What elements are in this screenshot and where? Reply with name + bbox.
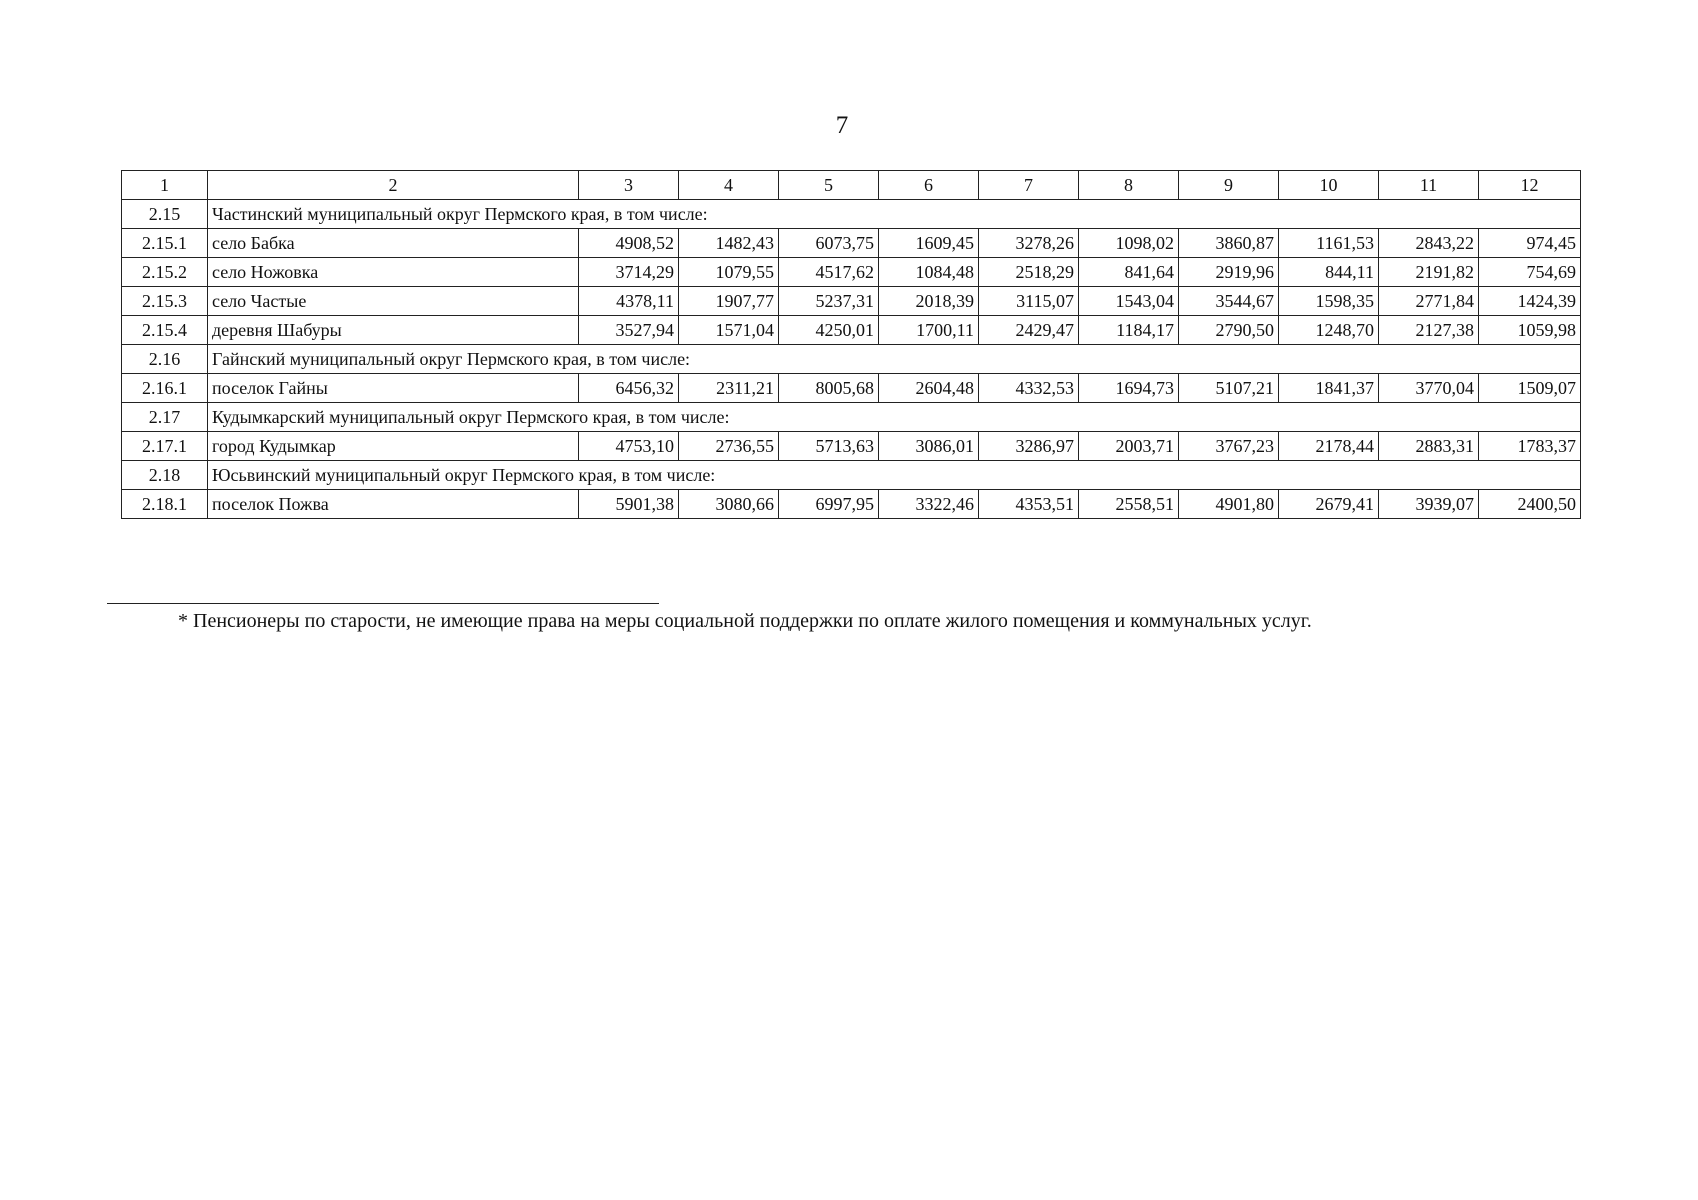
value-cell: 3278,26 bbox=[979, 229, 1079, 258]
row-code: 2.15.2 bbox=[122, 258, 208, 287]
header-cell: 7 bbox=[979, 171, 1079, 200]
value-cell: 1700,11 bbox=[879, 316, 979, 345]
header-cell: 8 bbox=[1079, 171, 1179, 200]
group-name: Частинский муниципальный округ Пермского края, в том числе: bbox=[208, 200, 1581, 229]
value-cell: 1841,37 bbox=[1279, 374, 1379, 403]
value-cell: 4753,10 bbox=[579, 432, 679, 461]
settlement-name: село Бабка bbox=[208, 229, 579, 258]
header-cell: 9 bbox=[1179, 171, 1279, 200]
settlement-name: деревня Шабуры bbox=[208, 316, 579, 345]
value-cell: 1059,98 bbox=[1479, 316, 1581, 345]
value-cell: 3767,23 bbox=[1179, 432, 1279, 461]
settlement-name: поселок Гайны bbox=[208, 374, 579, 403]
value-cell: 2003,71 bbox=[1079, 432, 1179, 461]
row-code: 2.15 bbox=[122, 200, 208, 229]
value-cell: 4353,51 bbox=[979, 490, 1079, 519]
page-number: 7 bbox=[835, 112, 849, 139]
value-cell: 1079,55 bbox=[679, 258, 779, 287]
value-cell: 1694,73 bbox=[1079, 374, 1179, 403]
value-cell: 2518,29 bbox=[979, 258, 1079, 287]
value-cell: 3770,04 bbox=[1379, 374, 1479, 403]
value-cell: 4250,01 bbox=[779, 316, 879, 345]
footnote-divider bbox=[107, 603, 659, 604]
value-cell: 2191,82 bbox=[1379, 258, 1479, 287]
value-cell: 3322,46 bbox=[879, 490, 979, 519]
value-cell: 3714,29 bbox=[579, 258, 679, 287]
value-cell: 1084,48 bbox=[879, 258, 979, 287]
value-cell: 3286,97 bbox=[979, 432, 1079, 461]
value-cell: 3860,87 bbox=[1179, 229, 1279, 258]
value-cell: 3527,94 bbox=[579, 316, 679, 345]
value-cell: 1184,17 bbox=[1079, 316, 1179, 345]
value-cell: 2790,50 bbox=[1179, 316, 1279, 345]
table-row bbox=[122, 229, 1581, 258]
header-cell: 10 bbox=[1279, 171, 1379, 200]
group-name: Гайнский муниципальный округ Пермского края, в том числе: bbox=[208, 345, 1581, 374]
value-cell: 1783,37 bbox=[1479, 432, 1581, 461]
value-cell: 2843,22 bbox=[1379, 229, 1479, 258]
header-cell: 5 bbox=[779, 171, 879, 200]
header-row bbox=[122, 171, 1581, 200]
table-row bbox=[122, 490, 1581, 519]
value-cell: 2604,48 bbox=[879, 374, 979, 403]
header-cell: 6 bbox=[879, 171, 979, 200]
value-cell: 754,69 bbox=[1479, 258, 1581, 287]
table-row bbox=[122, 432, 1581, 461]
value-cell: 1424,39 bbox=[1479, 287, 1581, 316]
header-cell: 12 bbox=[1479, 171, 1581, 200]
value-cell: 1907,77 bbox=[679, 287, 779, 316]
value-cell: 2771,84 bbox=[1379, 287, 1479, 316]
value-cell: 2311,21 bbox=[679, 374, 779, 403]
group-row bbox=[122, 200, 1581, 229]
value-cell: 1543,04 bbox=[1079, 287, 1179, 316]
value-cell: 2400,50 bbox=[1479, 490, 1581, 519]
table-row bbox=[122, 374, 1581, 403]
value-cell: 1598,35 bbox=[1279, 287, 1379, 316]
value-cell: 974,45 bbox=[1479, 229, 1581, 258]
value-cell: 6997,95 bbox=[779, 490, 879, 519]
value-cell: 844,11 bbox=[1279, 258, 1379, 287]
row-code: 2.17 bbox=[122, 403, 208, 432]
row-code: 2.17.1 bbox=[122, 432, 208, 461]
settlement-name: город Кудымкар bbox=[208, 432, 579, 461]
header-cell: 2 bbox=[208, 171, 579, 200]
value-cell: 4332,53 bbox=[979, 374, 1079, 403]
value-cell: 1609,45 bbox=[879, 229, 979, 258]
value-cell: 5237,31 bbox=[779, 287, 879, 316]
value-cell: 6073,75 bbox=[779, 229, 879, 258]
group-row bbox=[122, 403, 1581, 432]
value-cell: 8005,68 bbox=[779, 374, 879, 403]
value-cell: 2429,47 bbox=[979, 316, 1079, 345]
value-cell: 4908,52 bbox=[579, 229, 679, 258]
settlement-name: поселок Пожва bbox=[208, 490, 579, 519]
value-cell: 3115,07 bbox=[979, 287, 1079, 316]
value-cell: 1248,70 bbox=[1279, 316, 1379, 345]
row-code: 2.18.1 bbox=[122, 490, 208, 519]
value-cell: 1509,07 bbox=[1479, 374, 1581, 403]
value-cell: 2736,55 bbox=[679, 432, 779, 461]
value-cell: 2883,31 bbox=[1379, 432, 1479, 461]
footnote: * Пенсионеры по старости, не имеющие права на меры социальной поддержки по оплате жилого помещения и коммунальных услуг. bbox=[178, 610, 1312, 632]
header-cell: 11 bbox=[1379, 171, 1479, 200]
value-cell: 5901,38 bbox=[579, 490, 679, 519]
row-code: 2.15.1 bbox=[122, 229, 208, 258]
table-row bbox=[122, 287, 1581, 316]
value-cell: 841,64 bbox=[1079, 258, 1179, 287]
settlement-name: село Ножовка bbox=[208, 258, 579, 287]
value-cell: 2919,96 bbox=[1179, 258, 1279, 287]
row-code: 2.15.3 bbox=[122, 287, 208, 316]
row-code: 2.15.4 bbox=[122, 316, 208, 345]
value-cell: 4901,80 bbox=[1179, 490, 1279, 519]
value-cell: 4378,11 bbox=[579, 287, 679, 316]
value-cell: 3086,01 bbox=[879, 432, 979, 461]
group-name: Юсьвинский муниципальный округ Пермского края, в том числе: bbox=[208, 461, 1581, 490]
settlement-name: село Частые bbox=[208, 287, 579, 316]
value-cell: 1161,53 bbox=[1279, 229, 1379, 258]
value-cell: 5107,21 bbox=[1179, 374, 1279, 403]
table-row bbox=[122, 316, 1581, 345]
row-code: 2.16.1 bbox=[122, 374, 208, 403]
header-cell: 4 bbox=[679, 171, 779, 200]
header-cell: 1 bbox=[122, 171, 208, 200]
row-code: 2.18 bbox=[122, 461, 208, 490]
header-cell: 3 bbox=[579, 171, 679, 200]
value-cell: 2178,44 bbox=[1279, 432, 1379, 461]
group-name: Кудымкарский муниципальный округ Пермского края, в том числе: bbox=[208, 403, 1581, 432]
group-row bbox=[122, 461, 1581, 490]
tariff-table bbox=[121, 170, 1581, 519]
value-cell: 3080,66 bbox=[679, 490, 779, 519]
row-code: 2.16 bbox=[122, 345, 208, 374]
value-cell: 3544,67 bbox=[1179, 287, 1279, 316]
value-cell: 2679,41 bbox=[1279, 490, 1379, 519]
value-cell: 1482,43 bbox=[679, 229, 779, 258]
value-cell: 2558,51 bbox=[1079, 490, 1179, 519]
value-cell: 4517,62 bbox=[779, 258, 879, 287]
value-cell: 1571,04 bbox=[679, 316, 779, 345]
value-cell: 3939,07 bbox=[1379, 490, 1479, 519]
value-cell: 2018,39 bbox=[879, 287, 979, 316]
group-row bbox=[122, 345, 1581, 374]
value-cell: 1098,02 bbox=[1079, 229, 1179, 258]
value-cell: 2127,38 bbox=[1379, 316, 1479, 345]
value-cell: 6456,32 bbox=[579, 374, 679, 403]
value-cell: 5713,63 bbox=[779, 432, 879, 461]
table-row bbox=[122, 258, 1581, 287]
